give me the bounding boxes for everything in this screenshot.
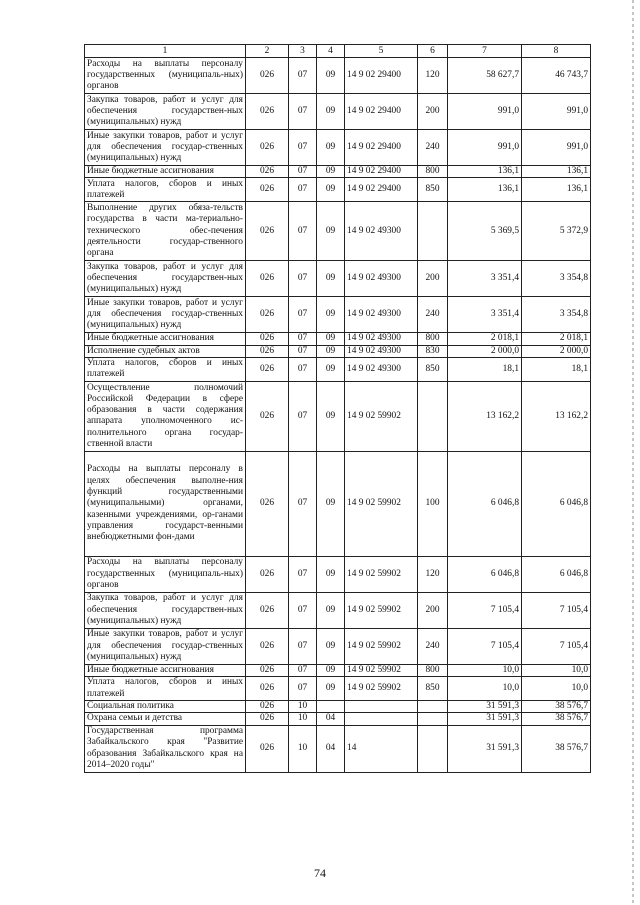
row-c6-cell: 850 [418, 178, 448, 202]
row-c6-cell: 240 [418, 628, 448, 664]
row-c4-cell: 09 [317, 178, 345, 202]
table-row [85, 261, 591, 297]
table-row [85, 664, 591, 676]
row-name-cell: Иные закупки товаров, работ и услуг для обеспечения государ-ственных (муниципальных) нужд [85, 628, 246, 664]
col-header-2: 2 [246, 45, 289, 58]
scan-edge-artifact [632, 0, 634, 905]
row-c6-cell [418, 713, 448, 725]
row-c3-cell: 07 [289, 261, 317, 297]
row-c4-cell: 09 [317, 166, 345, 178]
row-c4-cell: 09 [317, 58, 345, 94]
col-header-4: 4 [317, 45, 345, 58]
budget-table [84, 44, 591, 773]
row-c4-cell: 04 [317, 713, 345, 725]
row-name-cell: Иные бюджетные ассигнования [85, 166, 246, 178]
col-header-1: 1 [85, 45, 246, 58]
table-row [85, 713, 591, 725]
row-name-cell: Уплата налогов, сборов и иных платежей [85, 357, 246, 381]
row-c7-cell: 3 351,4 [448, 297, 522, 333]
row-c6-cell [418, 725, 448, 772]
table-row [85, 130, 591, 166]
row-c7-cell: 31 591,3 [448, 713, 522, 725]
row-c8-cell: 38 576,7 [522, 725, 591, 772]
table-row [85, 58, 591, 94]
row-name-cell: Закупка товаров, работ и услуг для обеспечения государствен-ных (муниципальных) нужд [85, 592, 246, 628]
row-c6-cell: 850 [418, 357, 448, 381]
row-c7-cell: 136,1 [448, 178, 522, 202]
row-name-cell: Уплата налогов, сборов и иных платежей [85, 677, 246, 701]
table-row [85, 357, 591, 381]
row-c7-cell: 10,0 [448, 664, 522, 676]
row-c3-cell: 07 [289, 130, 317, 166]
row-c3-cell: 07 [289, 345, 317, 357]
page-number: 74 [314, 866, 326, 880]
row-c2-cell: 026 [246, 701, 289, 713]
row-c4-cell [317, 701, 345, 713]
row-c4-cell: 09 [317, 333, 345, 345]
row-c2-cell: 026 [246, 381, 289, 451]
row-name-cell: Иные бюджетные ассигнования [85, 333, 246, 345]
row-c4-cell: 09 [317, 202, 345, 261]
row-c3-cell: 10 [289, 713, 317, 725]
row-c3-cell: 07 [289, 202, 317, 261]
table-row [85, 725, 591, 772]
row-c8-cell: 3 354,8 [522, 297, 591, 333]
row-c2-cell: 026 [246, 725, 289, 772]
row-c2-cell: 026 [246, 664, 289, 676]
table-row [85, 628, 591, 664]
col-header-7: 7 [448, 45, 522, 58]
row-c3-cell: 07 [289, 58, 317, 94]
row-c5-cell: 14 9 02 59902 [345, 451, 418, 556]
row-c8-cell: 7 105,4 [522, 628, 591, 664]
row-name-cell: Закупка товаров, работ и услуг для обеспечения государствен-ных (муниципальных) нужд [85, 94, 246, 130]
row-c7-cell: 6 046,8 [448, 556, 522, 592]
row-c7-cell: 13 162,2 [448, 381, 522, 451]
table-row [85, 701, 591, 713]
row-c8-cell: 6 046,8 [522, 556, 591, 592]
row-c2-cell: 026 [246, 178, 289, 202]
row-c4-cell: 09 [317, 451, 345, 556]
row-c8-cell: 46 743,7 [522, 58, 591, 94]
row-c3-cell: 10 [289, 725, 317, 772]
row-c5-cell: 14 9 02 49300 [345, 345, 418, 357]
col-header-8: 8 [522, 45, 591, 58]
row-c8-cell: 38 576,7 [522, 701, 591, 713]
row-c2-cell: 026 [246, 628, 289, 664]
row-c3-cell: 07 [289, 166, 317, 178]
row-name-cell: Государственная программа Забайкальского края "Развитие образования Забайкальского края на 2014–2020 годы" [85, 725, 246, 772]
row-c8-cell: 2 018,1 [522, 333, 591, 345]
row-c5-cell: 14 9 02 29400 [345, 94, 418, 130]
row-c3-cell: 07 [289, 94, 317, 130]
row-c3-cell: 07 [289, 297, 317, 333]
row-c5-cell: 14 9 02 29400 [345, 166, 418, 178]
row-c2-cell: 026 [246, 677, 289, 701]
row-name-cell: Охрана семьи и детства [85, 713, 246, 725]
row-c2-cell: 026 [246, 58, 289, 94]
row-c4-cell: 09 [317, 381, 345, 451]
row-c5-cell [345, 713, 418, 725]
row-c3-cell: 07 [289, 677, 317, 701]
row-c6-cell: 240 [418, 297, 448, 333]
row-c7-cell: 991,0 [448, 94, 522, 130]
row-c7-cell: 58 627,7 [448, 58, 522, 94]
row-c2-cell: 026 [246, 261, 289, 297]
row-c8-cell: 136,1 [522, 166, 591, 178]
row-name-cell: Осуществление полномочий Российской Федерации в сфере образования в части содержания аппарата уполномоченного ис-полнительного органа государ-ственной власти [85, 381, 246, 451]
row-c7-cell: 31 591,3 [448, 701, 522, 713]
row-c8-cell: 991,0 [522, 130, 591, 166]
row-c8-cell: 10,0 [522, 677, 591, 701]
row-c4-cell: 09 [317, 345, 345, 357]
row-c7-cell: 2 000,0 [448, 345, 522, 357]
row-c3-cell: 07 [289, 178, 317, 202]
row-c5-cell: 14 9 02 49300 [345, 202, 418, 261]
row-c6-cell [418, 202, 448, 261]
row-c7-cell: 31 591,3 [448, 725, 522, 772]
row-c4-cell: 09 [317, 677, 345, 701]
row-name-cell: Социальная политика [85, 701, 246, 713]
row-c5-cell [345, 701, 418, 713]
row-name-cell: Расходы на выплаты персоналу государственных (муниципаль-ных) органов [85, 556, 246, 592]
row-c7-cell: 18,1 [448, 357, 522, 381]
row-c8-cell: 991,0 [522, 94, 591, 130]
row-c5-cell: 14 9 02 29400 [345, 130, 418, 166]
row-c5-cell: 14 9 02 29400 [345, 178, 418, 202]
row-c7-cell: 2 018,1 [448, 333, 522, 345]
row-c7-cell: 10,0 [448, 677, 522, 701]
row-c4-cell: 09 [317, 628, 345, 664]
row-c3-cell: 07 [289, 381, 317, 451]
row-c2-cell: 026 [246, 166, 289, 178]
table-header-row [85, 45, 591, 58]
row-c6-cell: 830 [418, 345, 448, 357]
row-c2-cell: 026 [246, 713, 289, 725]
row-c2-cell: 026 [246, 333, 289, 345]
row-c6-cell [418, 381, 448, 451]
table-row [85, 178, 591, 202]
row-c4-cell: 09 [317, 664, 345, 676]
row-c4-cell: 09 [317, 592, 345, 628]
table-row [85, 556, 591, 592]
col-header-6: 6 [418, 45, 448, 58]
row-name-cell: Иные закупки товаров, работ и услуг для обеспечения государ-ственных (муниципальных) нужд [85, 297, 246, 333]
table-row [85, 94, 591, 130]
row-c5-cell: 14 [345, 725, 418, 772]
row-c8-cell: 7 105,4 [522, 592, 591, 628]
row-c4-cell: 09 [317, 556, 345, 592]
row-c4-cell: 09 [317, 297, 345, 333]
row-c8-cell: 38 576,7 [522, 713, 591, 725]
row-name-cell: Закупка товаров, работ и услуг для обеспечения государствен-ных (муниципальных) нужд [85, 261, 246, 297]
col-header-5: 5 [345, 45, 418, 58]
row-name-cell: Расходы на выплаты персоналу государственных (муниципаль-ных) органов [85, 58, 246, 94]
row-c7-cell: 5 369,5 [448, 202, 522, 261]
row-c6-cell: 240 [418, 130, 448, 166]
row-c4-cell: 09 [317, 261, 345, 297]
row-c8-cell: 10,0 [522, 664, 591, 676]
row-name-cell: Исполнение судебных актов [85, 345, 246, 357]
row-c7-cell: 991,0 [448, 130, 522, 166]
row-c6-cell: 200 [418, 592, 448, 628]
row-c2-cell: 026 [246, 297, 289, 333]
row-c5-cell: 14 9 02 49300 [345, 297, 418, 333]
row-c7-cell: 136,1 [448, 166, 522, 178]
row-c5-cell: 14 9 02 49300 [345, 261, 418, 297]
row-c2-cell: 026 [246, 556, 289, 592]
row-c4-cell: 09 [317, 130, 345, 166]
row-c5-cell: 14 9 02 29400 [345, 58, 418, 94]
col-header-3: 3 [289, 45, 317, 58]
row-c8-cell: 5 372,9 [522, 202, 591, 261]
table-row [85, 333, 591, 345]
row-c8-cell: 3 354,8 [522, 261, 591, 297]
table-row [85, 677, 591, 701]
row-c2-cell: 026 [246, 130, 289, 166]
table-row [85, 345, 591, 357]
row-c6-cell: 120 [418, 58, 448, 94]
row-c3-cell: 07 [289, 333, 317, 345]
row-c8-cell: 13 162,2 [522, 381, 591, 451]
row-c5-cell: 14 9 02 59902 [345, 381, 418, 451]
table-row [85, 592, 591, 628]
row-c2-cell: 026 [246, 451, 289, 556]
row-c2-cell: 026 [246, 202, 289, 261]
row-c5-cell: 14 9 02 49300 [345, 357, 418, 381]
row-c3-cell: 07 [289, 451, 317, 556]
row-c4-cell: 04 [317, 725, 345, 772]
row-c8-cell: 136,1 [522, 178, 591, 202]
table-row [85, 297, 591, 333]
row-c6-cell: 800 [418, 166, 448, 178]
row-c3-cell: 07 [289, 556, 317, 592]
row-c7-cell: 6 046,8 [448, 451, 522, 556]
row-c5-cell: 14 9 02 59902 [345, 664, 418, 676]
table-row [85, 202, 591, 261]
row-c5-cell: 14 9 02 59902 [345, 628, 418, 664]
row-c5-cell: 14 9 02 59902 [345, 556, 418, 592]
row-c2-cell: 026 [246, 357, 289, 381]
row-c6-cell: 850 [418, 677, 448, 701]
row-c3-cell: 10 [289, 701, 317, 713]
row-c2-cell: 026 [246, 592, 289, 628]
row-c7-cell: 3 351,4 [448, 261, 522, 297]
table-row [85, 381, 591, 451]
row-c5-cell: 14 9 02 59902 [345, 677, 418, 701]
row-c6-cell: 800 [418, 664, 448, 676]
row-c6-cell: 800 [418, 333, 448, 345]
row-c5-cell: 14 9 02 59902 [345, 592, 418, 628]
row-name-cell: Расходы на выплаты персоналу в целях обеспечения выполне-ния функций государственными (муниципальными) органами, казенными учреждениями, ор-ганами управления государст-венными внебюджетными фон-дами [85, 451, 246, 556]
row-c4-cell: 09 [317, 94, 345, 130]
row-c3-cell: 07 [289, 357, 317, 381]
row-c8-cell: 2 000,0 [522, 345, 591, 357]
row-c3-cell: 07 [289, 628, 317, 664]
table-row [85, 451, 591, 556]
row-c3-cell: 07 [289, 592, 317, 628]
row-name-cell: Уплата налогов, сборов и иных платежей [85, 178, 246, 202]
row-c6-cell: 200 [418, 94, 448, 130]
row-c6-cell: 200 [418, 261, 448, 297]
row-c7-cell: 7 105,4 [448, 592, 522, 628]
row-c4-cell: 09 [317, 357, 345, 381]
row-c3-cell: 07 [289, 664, 317, 676]
row-c2-cell: 026 [246, 94, 289, 130]
row-c6-cell: 120 [418, 556, 448, 592]
row-name-cell: Иные закупки товаров, работ и услуг для обеспечения государ-ственных (муниципальных) нужд [85, 130, 246, 166]
row-c8-cell: 6 046,8 [522, 451, 591, 556]
row-c6-cell [418, 701, 448, 713]
row-c7-cell: 7 105,4 [448, 628, 522, 664]
row-name-cell: Иные бюджетные ассигнования [85, 664, 246, 676]
row-c5-cell: 14 9 02 49300 [345, 333, 418, 345]
row-c2-cell: 026 [246, 345, 289, 357]
row-c8-cell: 18,1 [522, 357, 591, 381]
table-row [85, 166, 591, 178]
row-name-cell: Выполнение других обяза-тельств государства в части ма-териально-технического обес-печения деятельности государ-ственного органа [85, 202, 246, 261]
row-c6-cell: 100 [418, 451, 448, 556]
